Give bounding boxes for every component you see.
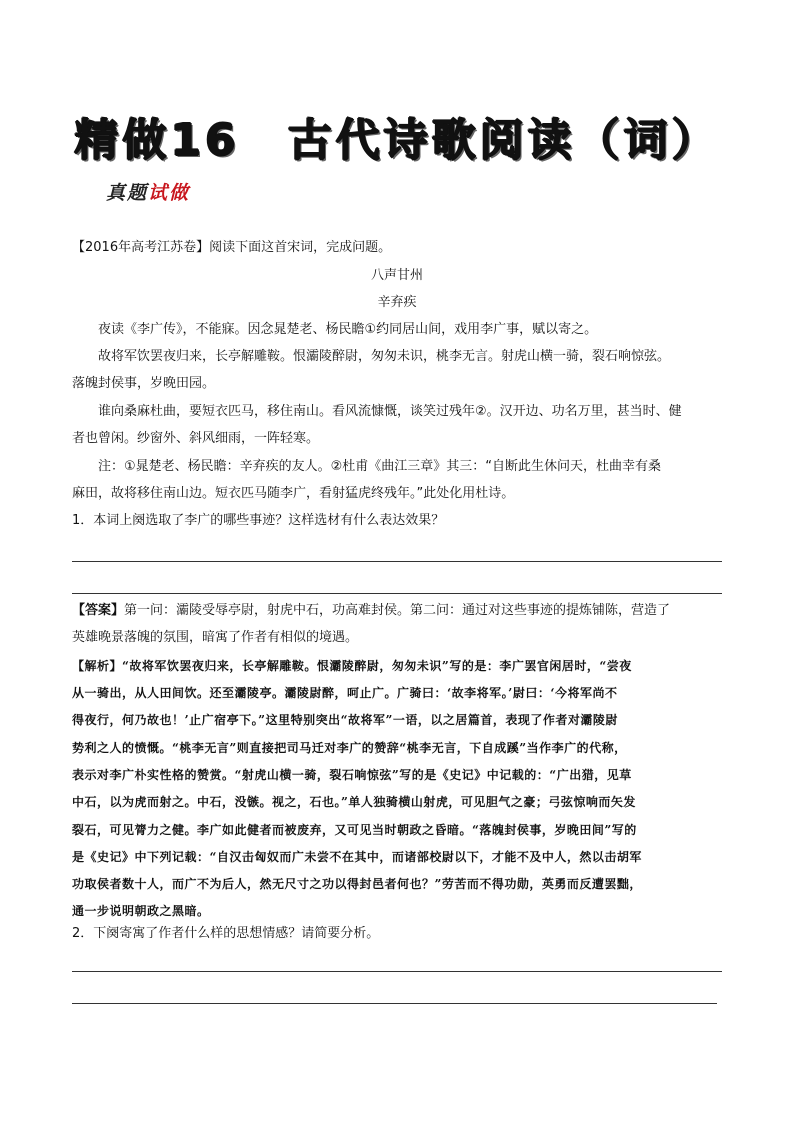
analysis-line: 通一步说明朝政之黑暗。: [72, 904, 210, 918]
answer-line: [72, 561, 722, 562]
note-line2: 麻田，故将移住南山边。短衣匹马随李广，看射猛虎终残年。”此处化用杜诗。: [72, 486, 515, 501]
analysis-line: 得夜行，何乃故也！’止广宿亭下。”这里特别突出“故将军”一语，以之居篇首，表现了作者对灞陵尉: [72, 713, 618, 727]
analysis-line: 从一骑出，从人田间饮。还至灞陵亭。灞陵尉醉，呵止广。广骑曰：‘故李将军。’尉曰：‘今将军尚不: [72, 686, 618, 700]
poem-author: 辛弃疾: [377, 295, 417, 310]
answer-line1: [72, 601, 670, 621]
analysis-line: 是《史记》中下列记载：“自汉击匈奴而广未尝不在其中，而诸部校尉以下，才能不及中人，然以击胡军: [72, 850, 642, 864]
stanza1-line1: 故将军饮罢夜归来，长亭解雕鞍。恨灞陵醉尉，匆匆未识，桃李无言。射虎山横一骑，裂石响惊弦。: [98, 349, 671, 364]
section-tag: [106, 178, 190, 205]
stanza1-line2: 落魄封侯事，岁晚田园。: [72, 376, 216, 391]
analysis-text-0: “故将军饮罢夜归来，长亭解雕鞍。恨灞陵醉尉，匆匆未识”写的是：李广罢官闲居时，“尝夜: [122, 659, 632, 673]
answer-line2: 英雄晚景落魄的氛围，暗寓了作者有相似的境遇。: [72, 630, 359, 645]
answer-line: [72, 593, 722, 594]
question-instruction: 阅读下面这首宋词，完成问题。: [209, 240, 392, 255]
answer-tag: 【答案】: [72, 603, 125, 618]
page-title: 精做16 古代诗歌阅读（词）: [74, 115, 720, 166]
question-intro: [72, 238, 391, 258]
analysis-line: 势利之人的愤慨。“桃李无言”则直接把司马迁对李广的赞辞“桃李无言，下自成蹊”当作李广的代称，: [72, 741, 627, 755]
analysis-tag: 【解析】: [72, 659, 123, 673]
section-tag-part2: 试做: [148, 182, 191, 204]
answer-line: [72, 1003, 717, 1004]
question-1: 1．本词上阕选取了李广的哪些事迹？这样选材有什么表达效果？: [72, 513, 445, 528]
stanza2-line2: 者也曾闲。纱窗外、斜风细雨，一阵轻寒。: [72, 431, 320, 446]
question-2: 2．下阕寄寓了作者什么样的思想情感？请简要分析。: [72, 926, 380, 941]
analysis-line: [72, 656, 632, 676]
analysis-line: 表示对李广朴实性格的赞赏。“射虎山横一骑，裂石响惊弦”写的是《史记》中记载的：“广出猎，见草: [72, 768, 632, 782]
answer-text-1: 第一问：灞陵受辱亭尉，射虎中石，功高难封侯。第二问：通过对这些事迹的提炼铺陈，营造了: [124, 603, 671, 618]
question-source: 【2016年高考江苏卷】: [72, 240, 210, 255]
analysis-line: 功取侯者数十人，而广不为后人，然无尺寸之功以得封邑者何也？”劳苦而不得功勋，英勇而反遭罢黜，: [72, 877, 642, 891]
answer-line: [72, 971, 722, 972]
analysis-line: 中石，以为虎而射之。中石，没镞。视之，石也。”单人独骑横山射虎，可见胆气之豪；弓弦惊响而矢发: [72, 795, 636, 809]
poem-preface: 夜读《李广传》，不能寐。因念晁楚老、杨民瞻①约同居山间，戏用李广事，赋以寄之。: [98, 322, 598, 337]
stanza2-line1: 谁向桑麻杜曲，要短衣匹马，移住南山。看风流慷慨，谈笑过残年②。汉开边、功名万里，甚当时、健: [98, 404, 682, 419]
note-line1: 注：①晁楚老、杨民瞻：辛弃疾的友人。②杜甫《曲江三章》其三：“自断此生休问天，杜曲幸有桑: [98, 459, 662, 474]
poem-title: 八声甘州: [370, 268, 423, 283]
section-tag-part1: 真题: [106, 182, 149, 204]
analysis-line: 裂石，可见膂力之健。李广如此健者而被废弃，又可见当时朝政之昏暗。“落魄封侯事，岁晚田间”写的: [72, 823, 637, 837]
